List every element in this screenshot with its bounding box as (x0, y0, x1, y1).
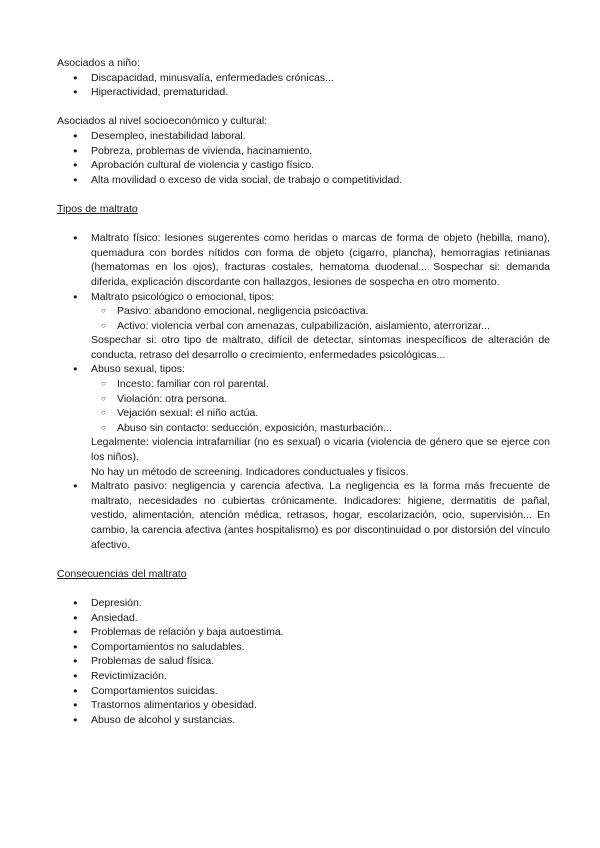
types-list (57, 231, 550, 552)
list-item: ● Alta movilidad o exceso de vida social, de trabajo o competitividad. (57, 173, 550, 188)
social-risk-list (57, 129, 550, 187)
list-item: ● Comportamientos no saludables. (57, 640, 550, 655)
section-heading-consequences: Consecuencias del maltrato (57, 567, 187, 580)
list-item: ● Abuso de alcohol y sustancias. (57, 713, 550, 728)
section-heading-social: Asociados al nivel socioeconómico y cultural: (57, 115, 268, 128)
sexual-title: ● Abuso sexual, tipos: (91, 363, 185, 376)
list-item: ● Ansiedad. (57, 611, 550, 626)
list-item-fisico: ● Maltrato físico: lesiones sugerentes como heridas o marcas de forma de objeto (hebilla, mano), quemadura con bordes nítidos con forma de objeto (cigarro, plancha), hemorragias retinianas (hematomas en los ojos), fracturas costales, hematoma duodenal... Sospechar si: demanda diferida, explicación discordante con hallazgos, lesiones de sospecha en otro momento. (57, 231, 550, 289)
list-item: ● Pobreza, problemas de vivienda, hacinamiento. (57, 144, 550, 159)
sub-list-item: ○ Abuso sin contacto: seducción, exposición, masturbación... (57, 421, 550, 436)
psicologico-title: ● Maltrato psicológico o emocional, tipos: (91, 290, 275, 303)
list-item: ● Problemas de relación y baja autoestima. (57, 625, 550, 640)
psicologico-sublist (57, 304, 550, 333)
sub-list-item: ○ Incesto: familiar con rol parental. (57, 377, 550, 392)
list-item-psicologico (57, 290, 550, 363)
list-item: ● Trastornos alimentarios y obesidad. (57, 698, 550, 713)
sexual-note-legal: Legalmente: violencia intrafamiliar (no es sexual) o vicaria (violencia de género que se ejerce con los niños). (91, 436, 550, 464)
list-item: ● Aprobación cultural de violencia y castigo físico. (57, 158, 550, 173)
sub-list-item: ○ Activo: violencia verbal con amenazas, culpabilización, aislamiento, aterrorizar... (57, 319, 550, 334)
list-item: ● Revictimización. (57, 669, 550, 684)
section-heading-types: Tipos de maltrato (57, 202, 138, 215)
sub-list-item: ○ Pasivo: abandono emocional, negligencia psicoactiva. (57, 304, 550, 319)
list-item-pasivo: ● Maltrato pasivo: negligencia y carencia afectiva. La negligencia es la forma más frecuente de maltrato, necesidades no cubiertas crónicamente. Indicadores: higiene, dermatitis de pañal, vestido, alimentación, atención médica, retrasos, hogar, escolarización, ocio, supervisión... En cambio, la carencia afectiva (antes hospitalismo) es por discontinuidad o por distorsión del vínculo afectivo. (57, 479, 550, 552)
child-risk-list (57, 71, 550, 100)
list-item: ● Comportamientos suicidas. (57, 684, 550, 699)
list-item: ● Hiperactividad, prematuridad. (57, 85, 550, 100)
sub-list-item: ○ Vejación sexual: el niño actúa. (57, 406, 550, 421)
list-item-sexual (57, 362, 550, 479)
sub-list-item: ○ Violación: otra persona. (57, 392, 550, 407)
consequences-list (57, 596, 550, 727)
sexual-note-screening: No hay un método de screening. Indicadores conductuales y físicos. (91, 465, 409, 478)
psicologico-note: Sospechar si: otro tipo de maltrato, difícil de detectar, síntomas inespecíficos de alteración de conducta, retraso del desarrollo o crecimiento, enfermedades psicológicas... (91, 334, 550, 361)
list-item: ● Discapacidad, minusvalía, enfermedades crónicas... (57, 71, 550, 86)
list-item: ● Problemas de salud física. (57, 654, 550, 669)
sexual-sublist (57, 377, 550, 435)
list-item: ● Depresión. (57, 596, 550, 611)
list-item: ● Desempleo, inestabilidad laboral. (57, 129, 550, 144)
section-heading-child: Asociados a niño: (57, 57, 140, 69)
